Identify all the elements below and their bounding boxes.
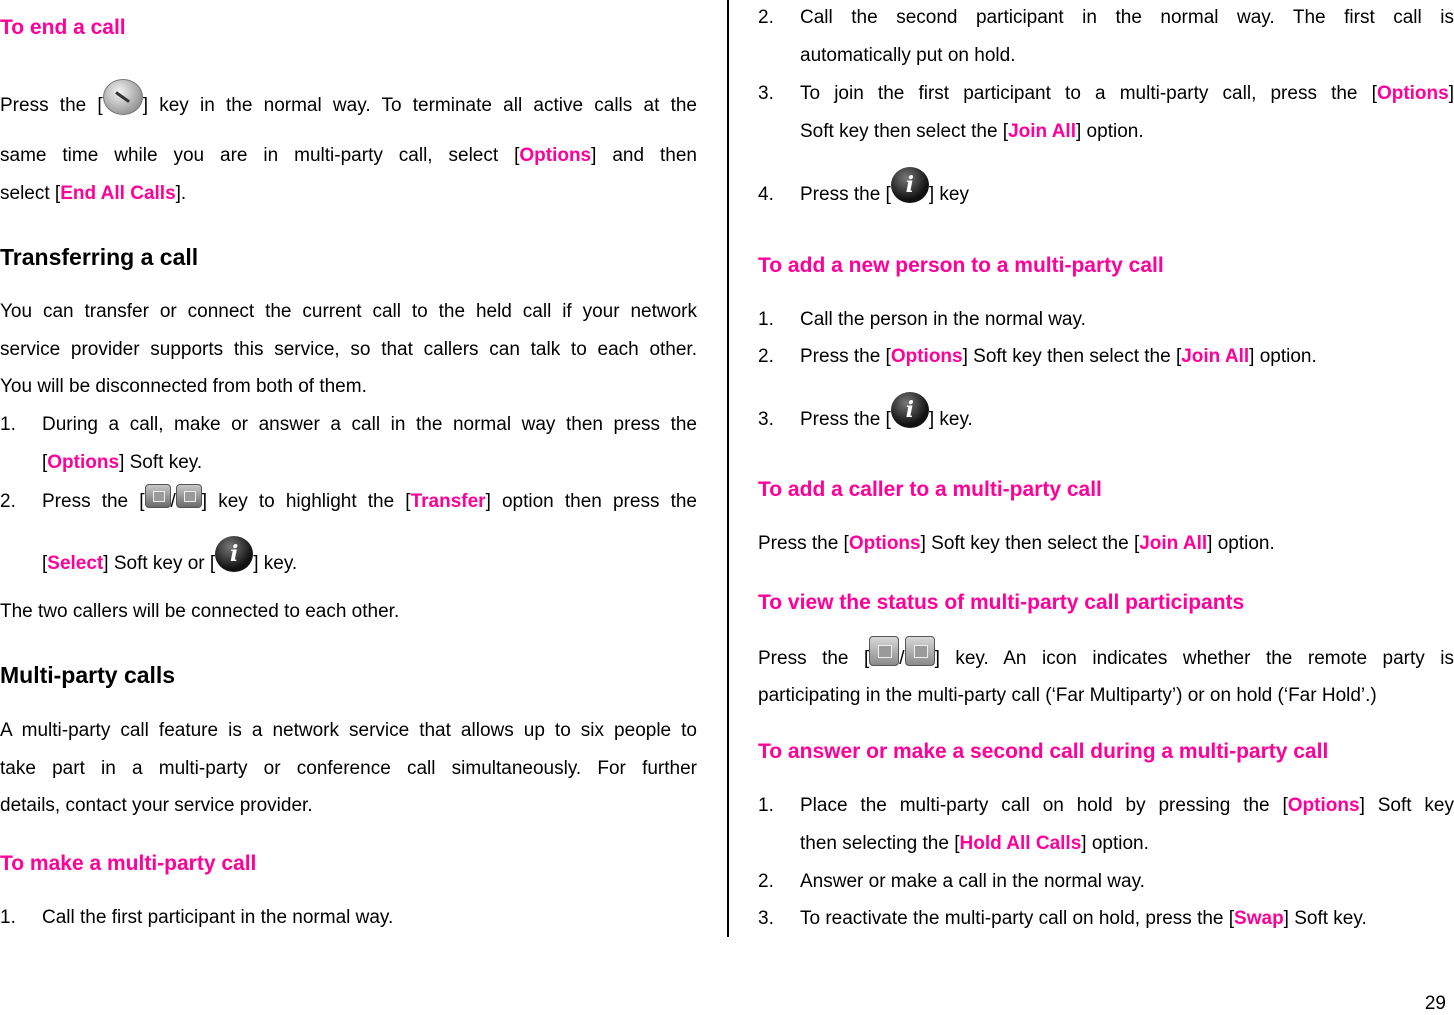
options-label: Options [1287,795,1360,816]
options-label: Options [519,145,592,166]
nav-right-key-icon [176,484,202,508]
end-call-key-icon [103,79,143,115]
info-key-icon: i [891,392,929,428]
join-all-label: Join All [1008,121,1076,142]
transfer-line2: service provider supports this service, so that callers can talk to each other. [0,339,697,360]
end-call-line1: Press the [ ] key in the normal way. To terminate all active calls at the [0,95,697,117]
transfer-line3: You will be disconnected from both of them. [0,376,367,397]
multi-line2: take part in a multi-party or conference call simultaneously. For further [0,758,697,779]
hold-all-calls-label: Hold All Calls [959,833,1082,854]
info-key-icon: i [215,536,253,572]
heading-make-multi: To make a multi-party call [0,852,257,875]
page-number: 29 [1424,993,1446,1014]
transfer-line1: You can transfer or connect the current call to the held call if your network [0,301,697,322]
end-call-line3: select [End All Calls]. [0,183,187,204]
transfer-label: Transfer [410,491,486,512]
column-divider [727,0,729,937]
view-status-line2: participating in the multi-party call (‘Far Multiparty’) or on hold (‘Far Hold’.) [758,685,1377,706]
join-all-label: Join All [1139,533,1208,554]
add-caller-text: Press the [Options] Soft key then select the [Join All] option. [758,533,1275,554]
end-all-calls-label: End All Calls [60,183,176,204]
options-label: Options [848,533,921,554]
join-all-label: Join All [1181,346,1250,367]
view-status-line1: Press the [ / ] key. An icon indicates whether the remote party is [758,648,1454,670]
heading-add-person: To add a new person to a multi-party call [758,254,1164,277]
end-call-line2: same time while you are in multi-party call, select [Options] and then [0,145,697,166]
heading-answer-second: To answer or make a second call during a multi-party call [758,740,1329,763]
nav-down-key-icon [905,636,935,666]
swap-label: Swap [1234,908,1284,929]
heading-transferring: Transferring a call [0,244,199,270]
info-key-icon: i [891,167,929,203]
heading-multi-party: Multi-party calls [0,662,176,688]
heading-end-call: To end a call [0,16,126,39]
options-label: Options [47,452,120,473]
transfer-closing: The two callers will be connected to each other. [0,601,400,622]
heading-view-status: To view the status of multi-party call participants [758,591,1245,614]
options-label: Options [1376,83,1449,104]
multi-line1: A multi-party call feature is a network service that allows up to six people to [0,720,697,741]
nav-up-key-icon [869,636,899,666]
heading-add-caller: To add a caller to a multi-party call [758,478,1102,501]
multi-line3: details, contact your service provider. [0,795,313,816]
options-label: Options [890,346,963,367]
nav-left-key-icon [145,484,171,508]
select-label: Select [47,553,104,574]
